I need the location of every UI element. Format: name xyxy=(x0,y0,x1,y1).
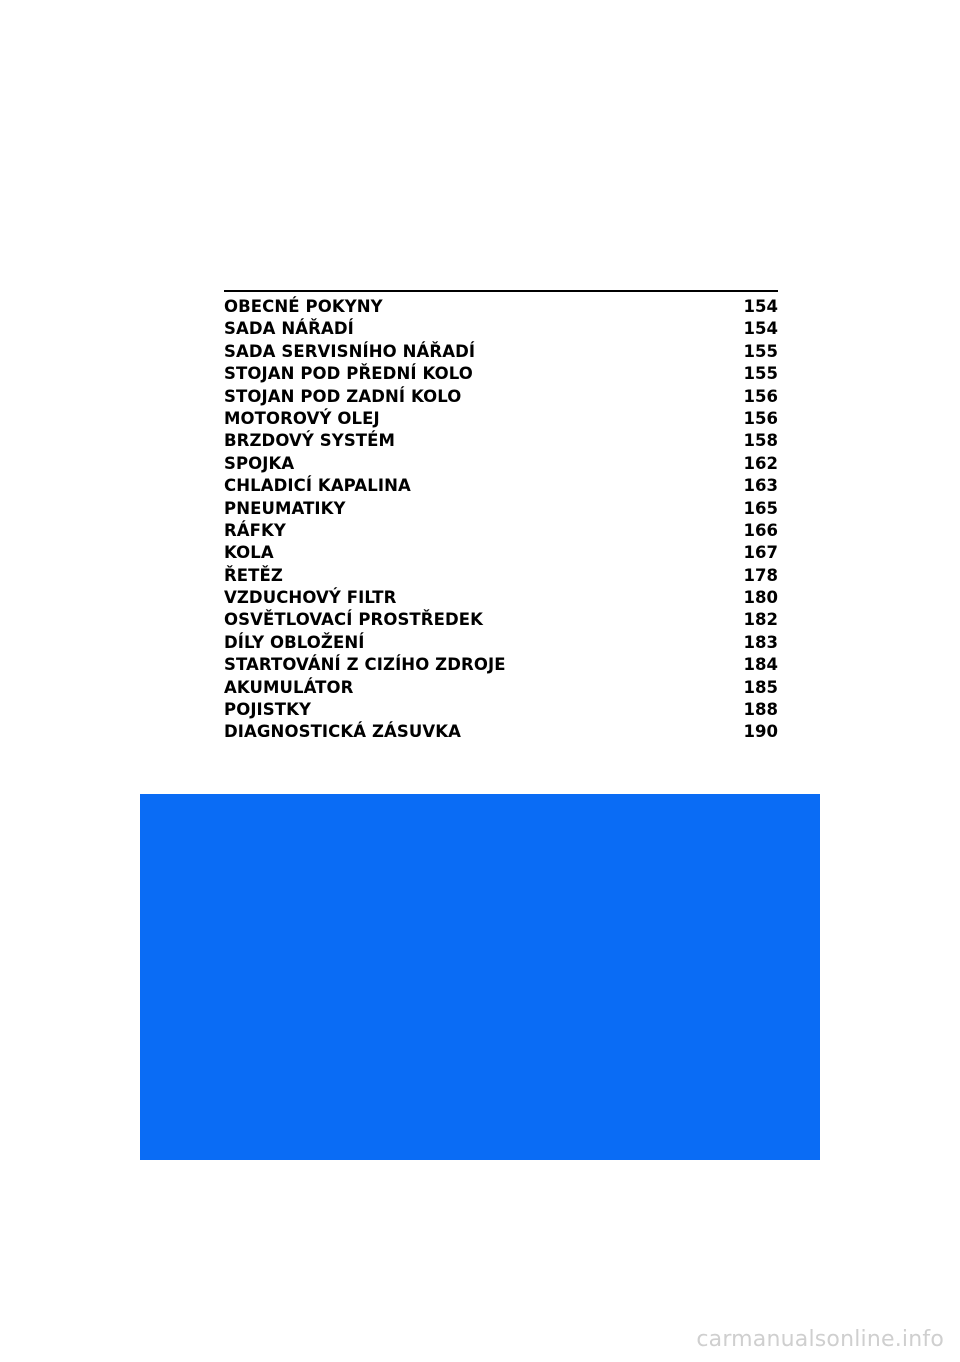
toc-entry-page: 190 xyxy=(743,722,778,742)
toc-entry[interactable] xyxy=(224,632,778,654)
toc-entry-title: RÁFKY xyxy=(224,520,286,540)
toc-entry[interactable] xyxy=(224,721,778,743)
toc-entry[interactable] xyxy=(224,587,778,609)
toc-entry-page: 156 xyxy=(743,386,778,406)
toc-entry[interactable] xyxy=(224,386,778,408)
toc-entry[interactable] xyxy=(224,363,778,385)
toc-entry-page: 163 xyxy=(743,476,778,496)
toc-entry[interactable] xyxy=(224,609,778,631)
toc-entry[interactable] xyxy=(224,341,778,363)
toc-entry[interactable] xyxy=(224,430,778,452)
toc-entry-title: BRZDOVÝ SYSTÉM xyxy=(224,431,396,451)
toc-entry-page: 184 xyxy=(743,655,778,675)
toc-entry-title: SPOJKA xyxy=(224,453,295,473)
toc-entry[interactable] xyxy=(224,542,778,564)
toc-entry[interactable] xyxy=(224,520,778,542)
toc-entry-page: 188 xyxy=(743,700,778,720)
toc-entry[interactable] xyxy=(224,677,778,699)
toc-entry[interactable] xyxy=(224,699,778,721)
toc-entry-page: 166 xyxy=(743,520,778,540)
toc-entry[interactable] xyxy=(224,453,778,475)
toc-entry-title: STARTOVÁNÍ Z CIZÍHO ZDROJE xyxy=(224,655,506,675)
toc-entry-page: 154 xyxy=(743,319,778,339)
toc-entry-title: CHLADICÍ KAPALINA xyxy=(224,476,411,496)
toc-entry-page: 180 xyxy=(743,588,778,608)
toc-entry-title: STOJAN POD PŘEDNÍ KOLO xyxy=(224,364,473,384)
toc-entry-page: 183 xyxy=(743,632,778,652)
toc-entry[interactable] xyxy=(224,475,778,497)
toc-entry-title: VZDUCHOVÝ FILTR xyxy=(224,588,397,608)
toc-entry-title: STOJAN POD ZADNÍ KOLO xyxy=(224,386,462,406)
toc-entry-title: DIAGNOSTICKÁ ZÁSUVKA xyxy=(224,722,462,742)
toc-entry-title: DÍLY OBLOŽENÍ xyxy=(224,632,365,652)
toc-entry[interactable] xyxy=(224,318,778,340)
toc-entry-page: 165 xyxy=(743,498,778,518)
watermark: carmanualsonline.info xyxy=(696,1327,944,1352)
toc-entry-page: 178 xyxy=(743,565,778,585)
toc-entry-title: POJISTKY xyxy=(224,700,312,720)
toc-entry-page: 156 xyxy=(743,408,778,428)
toc-entry-page: 182 xyxy=(743,610,778,630)
toc-entry-page: 155 xyxy=(743,341,778,361)
toc-entry-page: 154 xyxy=(743,297,778,316)
toc-entry-page: 158 xyxy=(743,431,778,451)
toc-entry-title: ŘETĚZ xyxy=(224,565,283,585)
toc-entry-title: SADA SERVISNÍHO NÁŘADÍ xyxy=(224,341,476,361)
toc-entry-title: SADA NÁŘADÍ xyxy=(224,319,354,339)
toc-entry-page: 162 xyxy=(743,453,778,473)
blue-panel xyxy=(140,794,820,1160)
toc-entry[interactable] xyxy=(224,296,778,318)
toc-entry[interactable] xyxy=(224,408,778,430)
toc-entry-title: AKUMULÁTOR xyxy=(224,677,354,697)
toc-entry-title: OSVĚTLOVACÍ PROSTŘEDEK xyxy=(224,610,484,630)
toc-entry-page: 167 xyxy=(743,543,778,563)
toc-entry-title: OBECNÉ POKYNY xyxy=(224,297,383,316)
table-of-contents xyxy=(224,290,778,744)
toc-entry[interactable] xyxy=(224,565,778,587)
toc-entry[interactable] xyxy=(224,498,778,520)
toc-entry-page: 185 xyxy=(743,677,778,697)
toc-entry-title: MOTOROVÝ OLEJ xyxy=(224,408,380,428)
toc-entry-page: 155 xyxy=(743,364,778,384)
toc-entry-title: KOLA xyxy=(224,543,274,563)
toc-entry[interactable] xyxy=(224,654,778,676)
toc-entry-title: PNEUMATIKY xyxy=(224,498,346,518)
